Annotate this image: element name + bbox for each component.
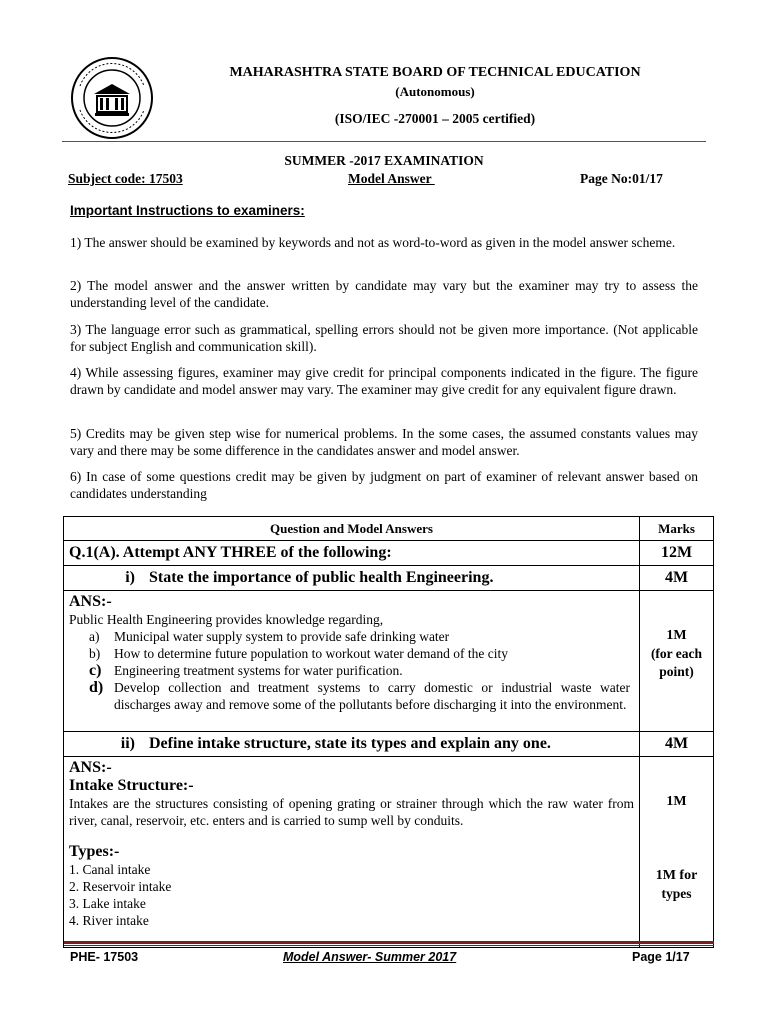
model-answer-label: Model Answer	[348, 171, 435, 186]
list-item: b) How to determine future population to workout water demand of the city	[89, 646, 509, 661]
table-row	[64, 732, 714, 757]
board-title: MAHARASHTRA STATE BOARD OF TECHNICAL EDUCATION	[229, 65, 641, 80]
answer-subheading: Intake Structure:-	[69, 777, 194, 794]
iso-certification: (ISO/IEC -270001 – 2005 certified)	[334, 111, 536, 126]
table-row	[64, 591, 714, 732]
sub-question-text: Define intake structure, state its types and explain any one.	[149, 735, 551, 752]
answer-cell	[64, 591, 640, 732]
footer-subject: PHE- 17503	[70, 950, 139, 964]
footer-divider	[64, 941, 714, 944]
table-row	[64, 566, 714, 591]
instruction-item: 5) Credits may be given step wise for numerical problems. In the some cases, the assumed constants values may vary and there may be some difference in the candidates answer and model answer.	[70, 426, 698, 458]
autonomous-label: (Autonomous)	[395, 84, 475, 99]
table-row	[64, 541, 714, 566]
sub-question	[64, 566, 640, 591]
column-header-question: Question and Model Answers	[64, 517, 640, 541]
sub-question-number: ii)	[120, 735, 135, 752]
footer-divider-thin	[64, 945, 714, 946]
list-item: 3. Lake intake	[69, 896, 146, 911]
types-heading: Types:-	[69, 843, 120, 860]
question-marks: 12M	[640, 541, 714, 566]
answer-marks: 1M 1M for types	[640, 757, 714, 948]
instructions-heading: Important Instructions to examiners:	[70, 203, 305, 218]
answer-definition: Intakes are the structures consisting of opening grating or strainer through which the raw water from river, canal, reservoir, etc. enters and is carried to sump well by conduits.	[69, 796, 634, 828]
sub-question	[64, 732, 640, 757]
answer-points-list	[69, 628, 634, 713]
instruction-item: 4) While assessing figures, examiner may give credit for principal components indicated in the figure. The figure drawn by candidate and model answer may vary. The examiner may give credit for any equivalent figure drawn.	[70, 365, 698, 397]
sub-question-marks: 4M	[640, 732, 714, 757]
list-item: c) Engineering treatment systems for water purification.	[89, 662, 403, 679]
answer-marks: 1M (for each point)	[640, 591, 714, 732]
table-row	[64, 757, 714, 948]
instruction-item: 3) The language error such as grammatical, spelling errors should not be given more importance. (Not applicable for subject English and communication skill).	[70, 322, 698, 354]
sub-question-text: State the importance of public health Engineering.	[149, 569, 494, 586]
list-item: d) Develop collection and treatment systems to carry domestic or industrial waste water discharges away and remove some of the pollutants before discharging it into the environment.	[89, 679, 630, 712]
sub-question-marks: 4M	[640, 566, 714, 591]
table-header-row	[64, 517, 714, 541]
list-item: 1. Canal intake	[69, 862, 151, 877]
question-answer-table	[63, 516, 714, 948]
column-header-marks: Marks	[640, 517, 714, 541]
exam-title: SUMMER -2017 EXAMINATION	[284, 153, 484, 168]
sub-question-number: i)	[125, 569, 135, 586]
answer-cell	[64, 757, 640, 948]
subject-code: Subject code: 17503	[68, 171, 183, 186]
list-item: 2. Reservoir intake	[69, 879, 172, 894]
footer-title: Model Answer- Summer 2017	[283, 950, 457, 964]
instruction-item: 6) In case of some questions credit may be given by judgment on part of examiner of relevant answer based on candidates understanding	[70, 469, 698, 501]
page-number: Page No:01/17	[580, 171, 663, 186]
list-item: 4. River intake	[69, 913, 149, 928]
question-heading: Q.1(A). Attempt ANY THREE of the following:	[64, 541, 640, 566]
header-divider	[62, 141, 706, 142]
answer-intro: Public Health Engineering provides knowledge regarding,	[69, 612, 384, 627]
footer-page: Page 1/17	[632, 950, 690, 964]
instruction-item: 1) The answer should be examined by keywords and not as word-to-word as given in the model answer scheme.	[70, 235, 676, 250]
msbte-logo-seal	[70, 56, 154, 140]
answer-label: ANS:-	[69, 759, 112, 776]
list-item: a) Municipal water supply system to provide safe drinking water	[89, 629, 450, 644]
answer-label: ANS:-	[69, 593, 112, 610]
instruction-item: 2) The model answer and the answer written by candidate may vary but the examiner may try to assess the understanding level of the candidate.	[70, 278, 698, 310]
